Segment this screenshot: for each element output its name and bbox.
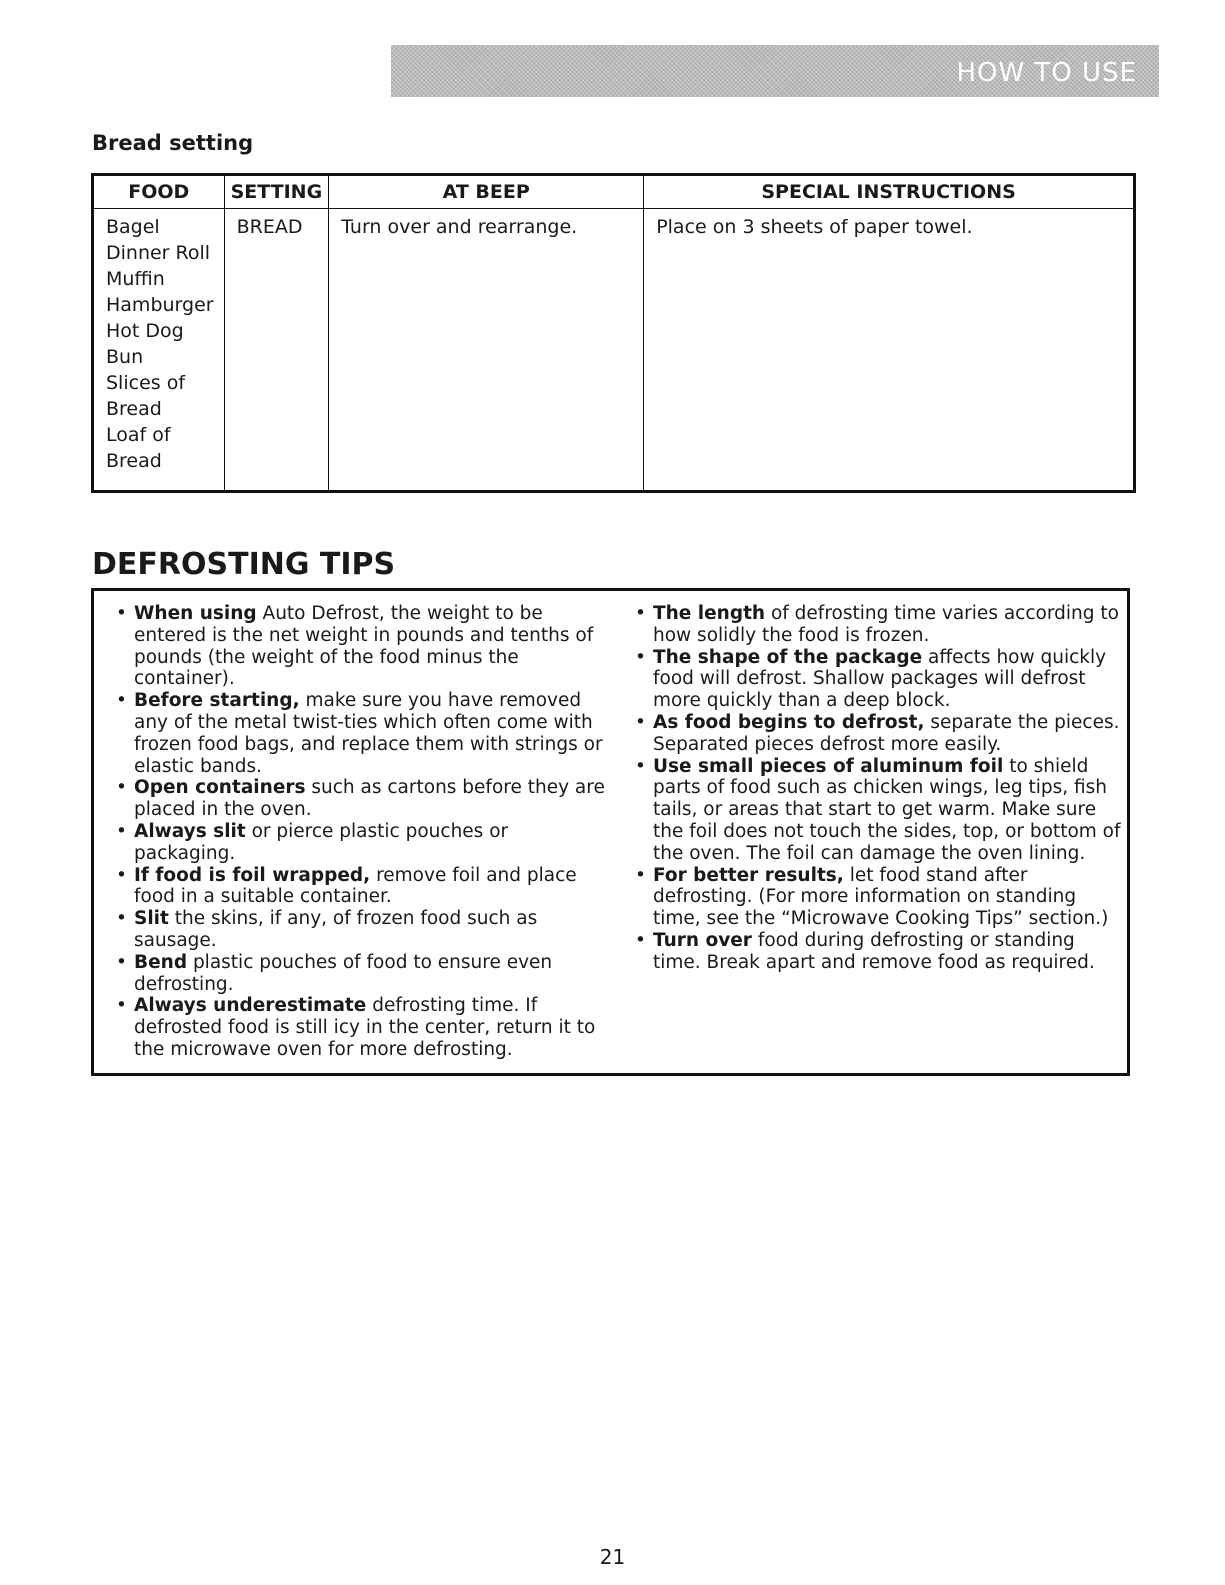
food-cell (93, 209, 225, 492)
food-item: Slices of (106, 372, 186, 394)
bread-setting-table (91, 173, 1136, 493)
tip-text: plastic pouches of food to ensure even defrosting. (134, 951, 553, 995)
food-item: Bagel (106, 216, 160, 238)
tip-item (108, 603, 608, 690)
tip-item (108, 865, 608, 909)
food-item: Bread (106, 398, 162, 420)
bread-setting-title: Bread setting (92, 131, 254, 155)
tip-text: to shield parts of food such as chicken wings, leg tips, fish tails, or areas that start to get warm. Make sure the foil does not touch the sides, top, or bottom of the oven. The foil can damage the oven lining. (653, 755, 1121, 864)
tip-text: let food stand after defrosting. (For more information on standing time, see the “Microwave Cooking Tips” section.) (653, 864, 1109, 930)
tip-item (108, 995, 608, 1060)
tip-keyword: Before starting, (134, 690, 300, 712)
banner-title: HOW TO USE (956, 58, 1137, 88)
tips-column-left (108, 603, 608, 1061)
setting-cell: BREAD (224, 209, 329, 492)
tip-text: Auto Defrost, the weight to be entered is the net weight in pounds and tenths of pounds (the weight of the food minus the container). (134, 603, 594, 690)
col-header-special-instructions: SPECIAL INSTRUCTIONS (644, 175, 1135, 209)
tip-item (108, 952, 608, 996)
col-header-at-beep: AT BEEP (329, 175, 644, 209)
tip-keyword: Open containers (134, 777, 306, 799)
tip-keyword: The length (653, 603, 766, 624)
section-banner (391, 45, 1159, 97)
tip-item (627, 603, 1122, 647)
tip-text: such as cartons before they are placed in the oven. (134, 777, 605, 821)
col-header-food: FOOD (93, 175, 225, 209)
tip-item (108, 690, 608, 777)
tip-item (627, 647, 1122, 712)
tip-keyword: Always underestimate (134, 995, 367, 1017)
tip-keyword: For better results, (653, 864, 844, 886)
tip-text: defrosting time. If defrosted food is still icy in the center, return it to the microwave oven for more defrosting. (134, 995, 596, 1060)
col-header-setting: SETTING (224, 175, 329, 209)
tip-keyword: Turn over (653, 929, 752, 951)
food-item: Loaf of (106, 424, 171, 446)
tip-keyword: Slit (134, 908, 169, 930)
tip-text: of defrosting time varies according to how solidly the food is frozen. (653, 603, 1119, 646)
tip-item (108, 821, 608, 865)
tip-keyword: Bend (134, 951, 188, 973)
tip-item (108, 908, 608, 952)
table-row (93, 209, 1135, 492)
page-number: 21 (599, 1545, 626, 1569)
tip-text: the skins, if any, of frozen food such as sausage. (134, 908, 538, 951)
tip-keyword: As food begins to defrost, (653, 711, 925, 733)
tip-keyword: Use small pieces of aluminum foil (653, 755, 1004, 777)
tip-keyword: The shape of the package (653, 646, 923, 668)
defrosting-tips-title: DEFROSTING TIPS (92, 547, 396, 582)
table-header-row (93, 175, 1135, 209)
tip-item (627, 930, 1122, 974)
food-item: Muffin (106, 268, 165, 290)
tip-text: make sure you have removed any of the metal twist-ties which often come with frozen food bags, and replace them with strings or elastic bands. (134, 690, 603, 777)
defrosting-tips-box (91, 588, 1130, 1076)
food-item: Bread (106, 450, 162, 472)
tip-item (108, 777, 608, 821)
special-instructions-cell: Place on 3 sheets of paper towel. (644, 209, 1135, 492)
food-item: Hamburger (106, 294, 214, 316)
tip-item (627, 712, 1122, 756)
tip-item (627, 756, 1122, 865)
tip-text: remove foil and place food in a suitable container. (134, 864, 577, 908)
tip-text: food during defrosting or standing time. Break apart and remove food as required. (653, 929, 1095, 973)
tip-keyword: If food is foil wrapped, (134, 864, 371, 886)
tip-item (627, 865, 1122, 930)
food-item: Bun (106, 346, 144, 368)
food-item: Dinner Roll (106, 242, 211, 264)
at-beep-cell: Turn over and rearrange. (329, 209, 644, 492)
tips-column-right (627, 603, 1122, 974)
tip-text: or pierce plastic pouches or packaging. (134, 820, 509, 864)
tip-text: separate the pieces. Separated pieces defrost more easily. (653, 711, 1120, 755)
food-item: Hot Dog (106, 320, 184, 342)
tip-keyword: When using (134, 603, 257, 624)
tip-text: affects how quickly food will defrost. Shallow packages will defrost more quickly than a deep block. (653, 646, 1107, 712)
tip-keyword: Always slit (134, 820, 246, 842)
